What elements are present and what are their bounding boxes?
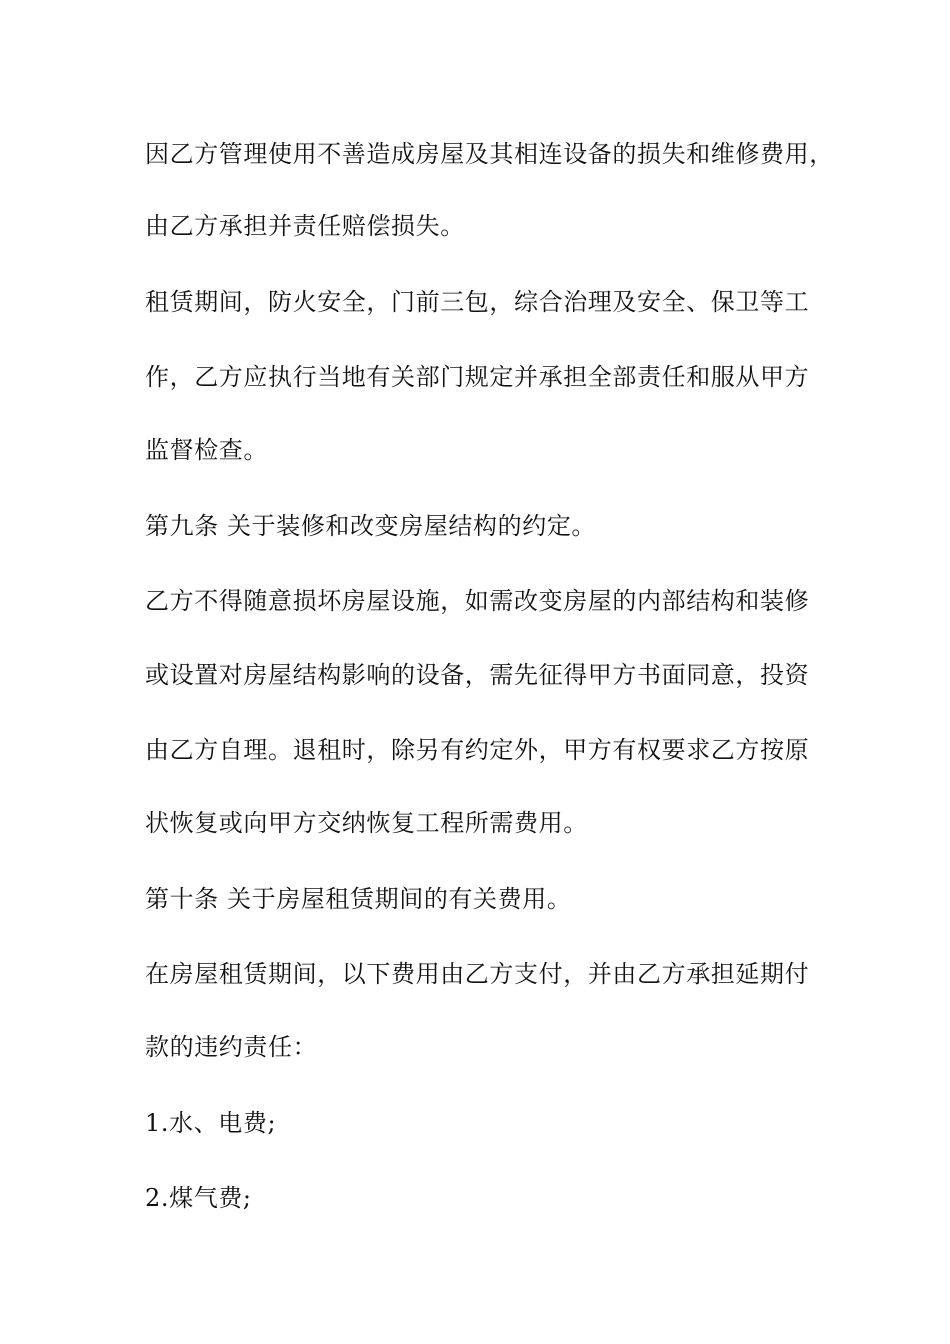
paragraph-line: 在房屋租赁期间，以下费用由乙方支付，并由乙方承担延期付 [145, 960, 810, 988]
paragraph-line: 状恢复或向甲方交纳恢复工程所需费用。 [145, 809, 588, 837]
paragraph-line: 乙方不得随意损坏房屋设施，如需改变房屋的内部结构和装修 [145, 587, 810, 615]
article-heading: 第九条 关于装修和改变房屋结构的约定。 [145, 512, 597, 540]
paragraph-line: 款的违约责任： [145, 1033, 318, 1061]
list-item: 1.水、电费; [145, 1109, 277, 1137]
paragraph-line: 或设置对房屋结构影响的设备，需先征得甲方书面同意，投资 [145, 661, 810, 689]
paragraph-line: 由乙方自理。退租时，除另有约定外，甲方有权要求乙方按原 [145, 736, 810, 764]
paragraph-line: 监督检查。 [145, 436, 268, 464]
paragraph-line: 租赁期间，防火安全，门前三包，综合治理及安全、保卫等工 [145, 288, 810, 316]
paragraph-line: 作，乙方应执行当地有关部门规定并承担全部责任和服从甲方 [145, 363, 810, 391]
article-heading: 第十条 关于房屋租赁期间的有关费用。 [145, 885, 572, 913]
list-item: 2.煤气费; [145, 1184, 252, 1212]
paragraph-line: 因乙方管理使用不善造成房屋及其相连设备的损失和维修费用， [145, 140, 834, 168]
paragraph-line: 由乙方承担并责任赔偿损失。 [145, 212, 465, 240]
